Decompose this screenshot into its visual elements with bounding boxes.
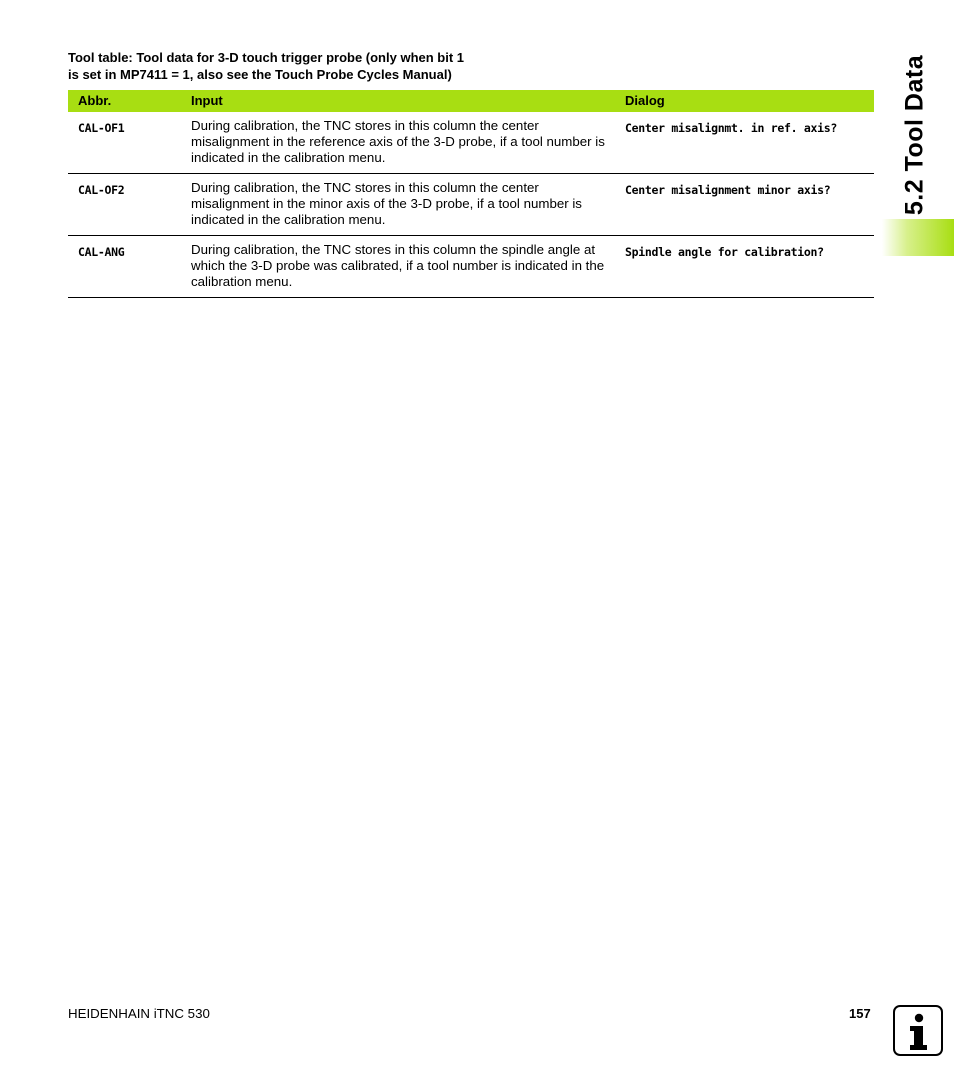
header-input: Input — [191, 93, 223, 108]
header-abbr: Abbr. — [78, 93, 112, 108]
row-input: During calibration, the TNC stores in this column the spindle angle at which the 3-D probe was calibrated, if a tool number is indicated in the calibration menu. — [191, 242, 605, 289]
caption-line-1: Tool table: Tool data for 3-D touch trigger probe (only when bit 1 — [68, 50, 465, 65]
row-abbr: CAL-OF2 — [78, 183, 125, 197]
table-caption — [68, 50, 548, 83]
tool-data-table — [68, 90, 874, 298]
info-icon — [893, 1005, 943, 1056]
footer-product: HEIDENHAIN iTNC 530 — [68, 1006, 210, 1021]
row-dialog: Spindle angle for calibration? — [625, 245, 824, 259]
section-tab-marker — [882, 219, 954, 256]
page-number: 157 — [849, 1006, 871, 1021]
section-title-text: 5.2 Tool Data — [900, 54, 929, 215]
row-abbr: CAL-OF1 — [78, 121, 125, 135]
row-abbr: CAL-ANG — [78, 245, 125, 259]
table-header — [68, 90, 874, 112]
caption-line-2: is set in MP7411 = 1, also see the Touch Probe Cycles Manual) — [68, 66, 452, 82]
header-dialog: Dialog — [625, 93, 665, 108]
table-row — [68, 174, 874, 236]
table-row — [68, 112, 874, 174]
table-row — [68, 236, 874, 298]
row-dialog: Center misalignmt. in ref. axis? — [625, 121, 837, 135]
section-title-vertical — [890, 52, 940, 217]
row-input: During calibration, the TNC stores in this column the center misalignment in the reference axis of the 3-D probe, if a tool number is indicated in the calibration menu. — [191, 118, 605, 165]
row-input: During calibration, the TNC stores in this column the center misalignment in the minor axis of the 3-D probe, if a tool number is indicated in the calibration menu. — [191, 180, 582, 227]
row-dialog: Center misalignment minor axis? — [625, 183, 831, 197]
info-glyph — [895, 1007, 941, 1054]
